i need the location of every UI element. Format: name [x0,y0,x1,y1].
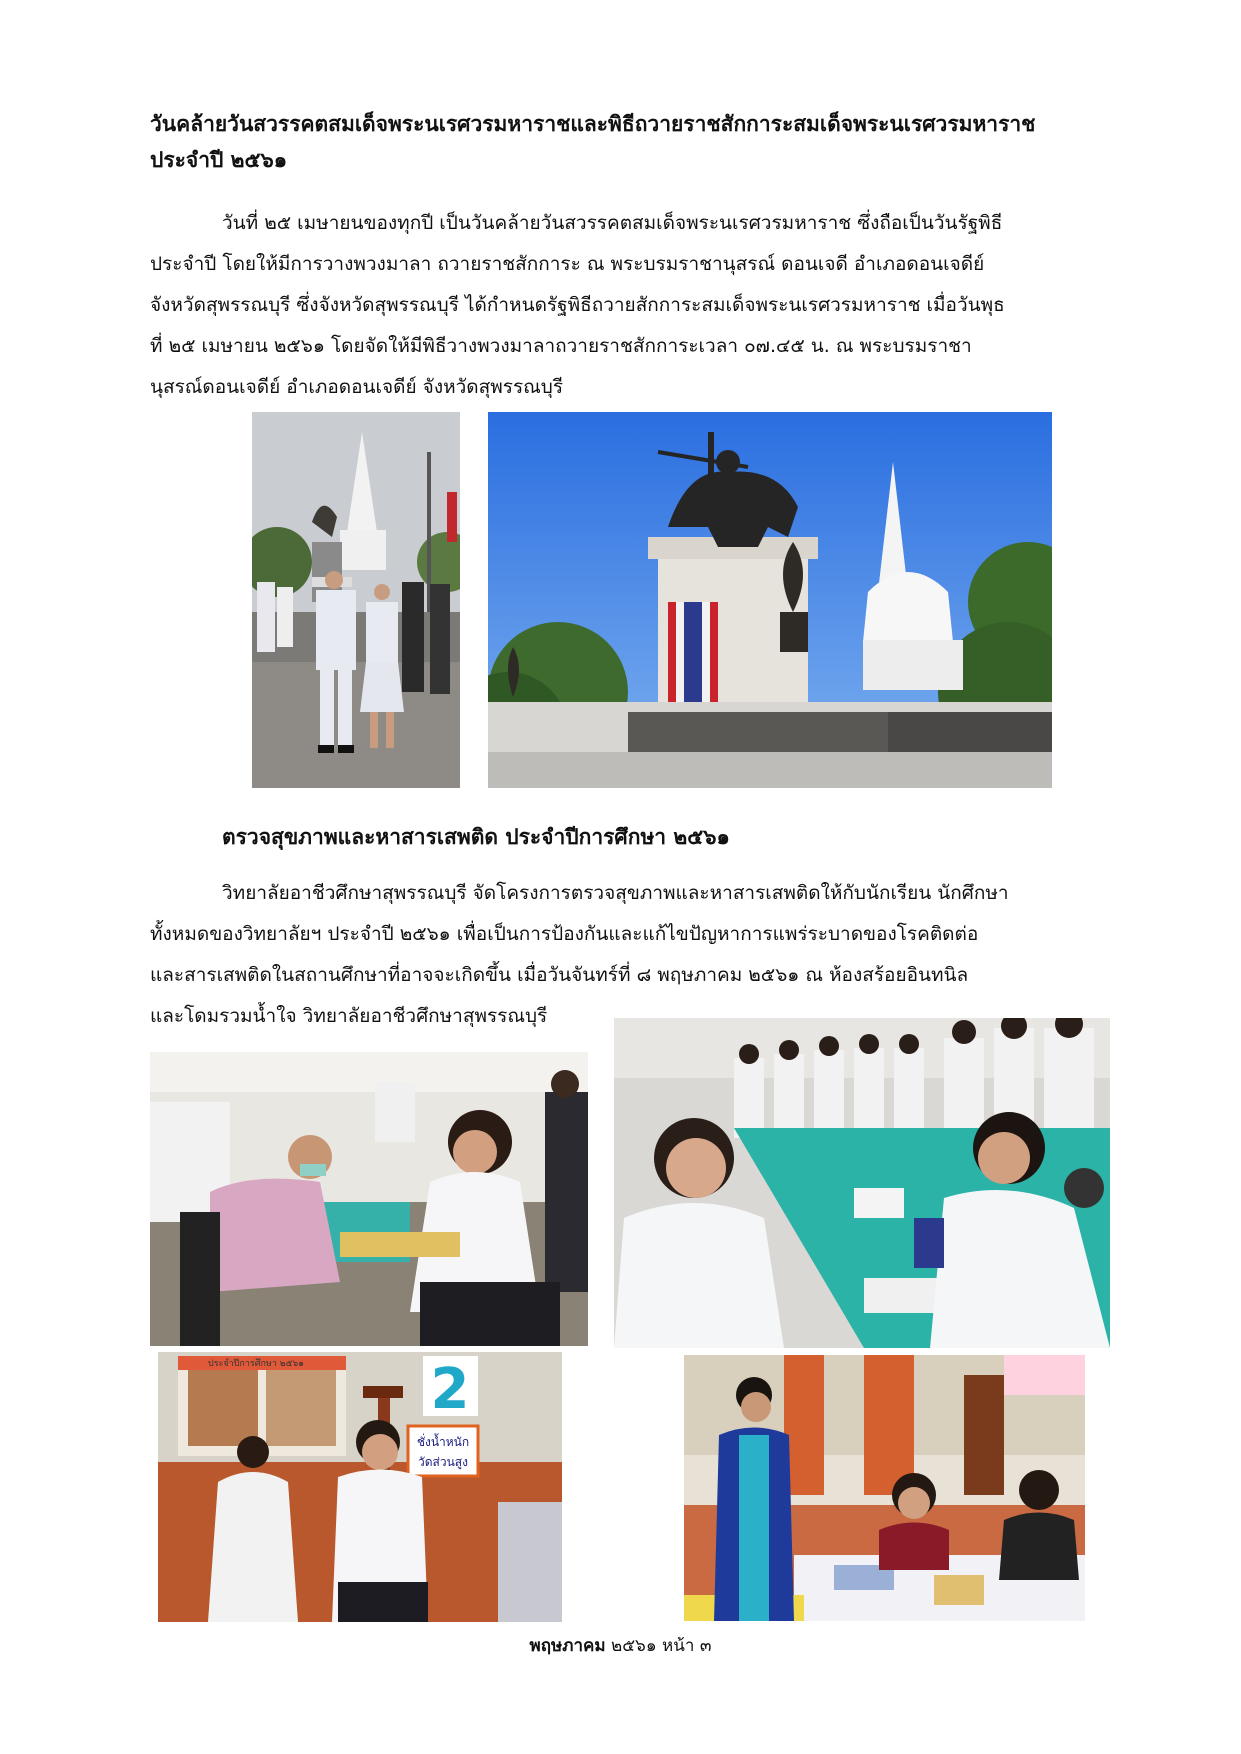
section2-title [222,819,730,855]
section2-line-4: และโดมรวมน้ำใจ วิทยาลัยอาชีวศึกษาสุพรรณบุรี [150,1005,548,1027]
station-sign-line1: ชั่งน้ำหนัก [416,1435,470,1449]
section1-body [150,203,1005,408]
section1-title [150,106,1035,178]
footer-month: พฤษภาคม [529,1636,606,1656]
section2-line-2: ทั้งหมดของวิทยาลัยฯ ประจำปี ๒๕๖๑ เพื่อเป็นการป้องกันและแก้ไขปัญหาการแพร่ระบาดของโรคติดต่อ [150,923,979,945]
section1-line-2: ประจำปี โดยให้มีการวางพวงมาลา ถวายราชสักการะ ณ พระบรมราชานุสรณ์ ดอนเจดี อำเภอดอนเจดีย์ [150,253,985,275]
footer-page-number: หน้า ๓ [662,1636,712,1656]
photo-blood-pressure-check [614,1018,1110,1348]
photo-registration-desk [684,1355,1085,1621]
page-footer [0,1632,1241,1659]
section1-line-5: นุสรณ์ดอนเจดีย์ อำเภอดอนเจดีย์ จังหวัดสุพรรณบุรี [150,376,564,398]
section1-title-line1: วันคล้ายวันสวรรคตสมเด็จพระนเรศวรมหาราชและพิธีถวายราชสักการะสมเด็จพระนเรศวรมหาราช [150,112,1036,136]
station-number: 2 [430,1357,470,1422]
footer-year: ๒๕๖๑ [610,1636,657,1656]
section1-title-line2: ประจำปี ๒๕๖๑ [150,148,288,172]
banner-text: ประจำปีการศึกษา ๒๕๖๑ [208,1359,304,1369]
photo-height-weight-station [158,1352,562,1622]
section1-line-1: วันที่ ๒๕ เมษายนของทุกปี เป็นวันคล้ายวันสวรรคตสมเด็จพระนเรศวรมหาราช ซึ่งถือเป็นวันรัฐพิธี [222,212,1003,234]
section2-title-text: ตรวจสุขภาพและหาสารเสพติด ประจำปีการศึกษา ๒๕๖๑ [222,825,730,849]
section2-line-1: วิทยาลัยอาชีวศึกษาสุพรรณบุรี จัดโครงการตรวจสุขภาพและหาสารเสพติดให้กับนักเรียน นักศึกษา [222,882,1009,904]
section1-line-4: ที่ ๒๕ เมษายน ๒๕๖๑ โดยจัดให้มีพิธีวางพวงมาลาถวายราชสักการะเวลา ๐๗.๔๕ น. ณ พระบรมราชา [150,335,972,357]
section2-line-3: และสารเสพติดในสถานศึกษาที่อาจจะเกิดขึ้น เมื่อวันจันทร์ที่ ๘ พฤษภาคม ๒๕๖๑ ณ ห้องสร้อยอินทนิล [150,964,969,986]
section1-line-3: จังหวัดสุพรรณบุรี ซึ่งจังหวัดสุพรรณบุรี ได้กำหนดรัฐพิธีถวายสักการะสมเด็จพระนเรศวรมหาราช เมื่อวันพุธ [150,294,1005,316]
photo-monument-and-chedi [488,412,1052,788]
photo-doctor-checkup [150,1052,588,1346]
station-sign-line2: วัดส่วนสูง [418,1455,468,1469]
section2-body [150,873,1009,1037]
photo-officials-at-monument [252,412,460,788]
